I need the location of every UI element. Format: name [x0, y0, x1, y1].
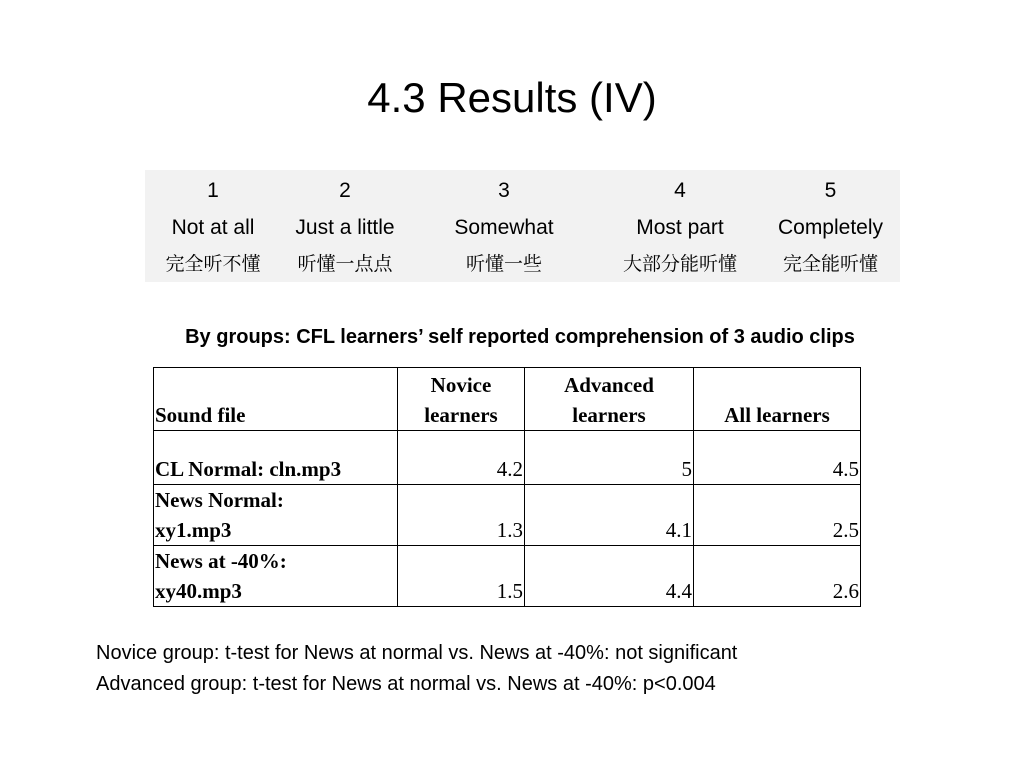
table-header-row [154, 368, 861, 431]
significance-notes [96, 638, 737, 700]
scale-column-3 [409, 170, 599, 282]
header-sound-file: Sound file [154, 368, 398, 431]
header-novice-learners [398, 368, 525, 431]
table-row [154, 485, 861, 546]
all-value: 4.5 [694, 431, 861, 485]
advanced-value: 4.1 [525, 485, 694, 546]
header-novice-line-2: learners [424, 403, 498, 427]
header-all-learners: All learners [694, 368, 861, 431]
row-label [154, 485, 398, 546]
table-caption: By groups: CFL learners’ self reported comprehension of 3 audio clips [185, 326, 855, 348]
scale-number: 2 [339, 179, 351, 202]
scale-number: 4 [674, 179, 686, 202]
note-advanced: Advanced group: t-test for News at normal vs. News at -40%: p<0.004 [96, 673, 716, 695]
scale-english-label: Most part [636, 216, 724, 239]
table-row [154, 546, 861, 607]
header-advanced-line-2: learners [572, 403, 646, 427]
novice-value: 4.2 [398, 431, 525, 485]
row-label-line-2: xy40.mp3 [155, 579, 242, 603]
header-advanced-line-1: Advanced [564, 373, 654, 397]
scale-chinese-label: 完全听不懂 [165, 253, 261, 275]
scale-number: 3 [498, 179, 510, 202]
scale-column-1 [145, 170, 281, 282]
results-table [153, 367, 861, 607]
scale-chinese-label: 听懂一点点 [297, 253, 393, 275]
advanced-value: 5 [525, 431, 694, 485]
scale-chinese-label: 完全能听懂 [782, 253, 878, 275]
novice-value: 1.5 [398, 546, 525, 607]
all-value: 2.6 [694, 546, 861, 607]
scale-chinese-label: 大部分能听懂 [622, 253, 737, 275]
rating-scale-table [145, 170, 900, 282]
row-label-line-1: News Normal: [155, 488, 284, 512]
table-row [154, 431, 861, 485]
scale-number: 1 [207, 179, 219, 202]
header-advanced-learners [525, 368, 694, 431]
scale-column-4 [599, 170, 761, 282]
all-value: 2.5 [694, 485, 861, 546]
scale-english-label: Not at all [171, 216, 255, 239]
row-label-line-1: News at -40%: [155, 549, 287, 573]
novice-value: 1.3 [398, 485, 525, 546]
scale-column-5 [761, 170, 900, 282]
scale-english-label: Somewhat [454, 216, 554, 239]
row-label: CL Normal: cln.mp3 [154, 431, 398, 485]
advanced-value: 4.4 [525, 546, 694, 607]
slide-title: 4.3 Results (IV) [367, 74, 657, 121]
scale-number: 5 [824, 179, 837, 202]
scale-column-2 [281, 170, 409, 282]
scale-english-label: Just a little [295, 216, 395, 239]
row-label-line-2: xy1.mp3 [155, 518, 232, 542]
header-novice-line-1: Novice [430, 373, 492, 397]
row-label [154, 546, 398, 607]
scale-english-label: Completely [777, 216, 884, 239]
scale-chinese-label: 听懂一些 [465, 253, 542, 275]
note-novice: Novice group: t-test for News at normal vs. News at -40%: not significant [96, 642, 738, 664]
